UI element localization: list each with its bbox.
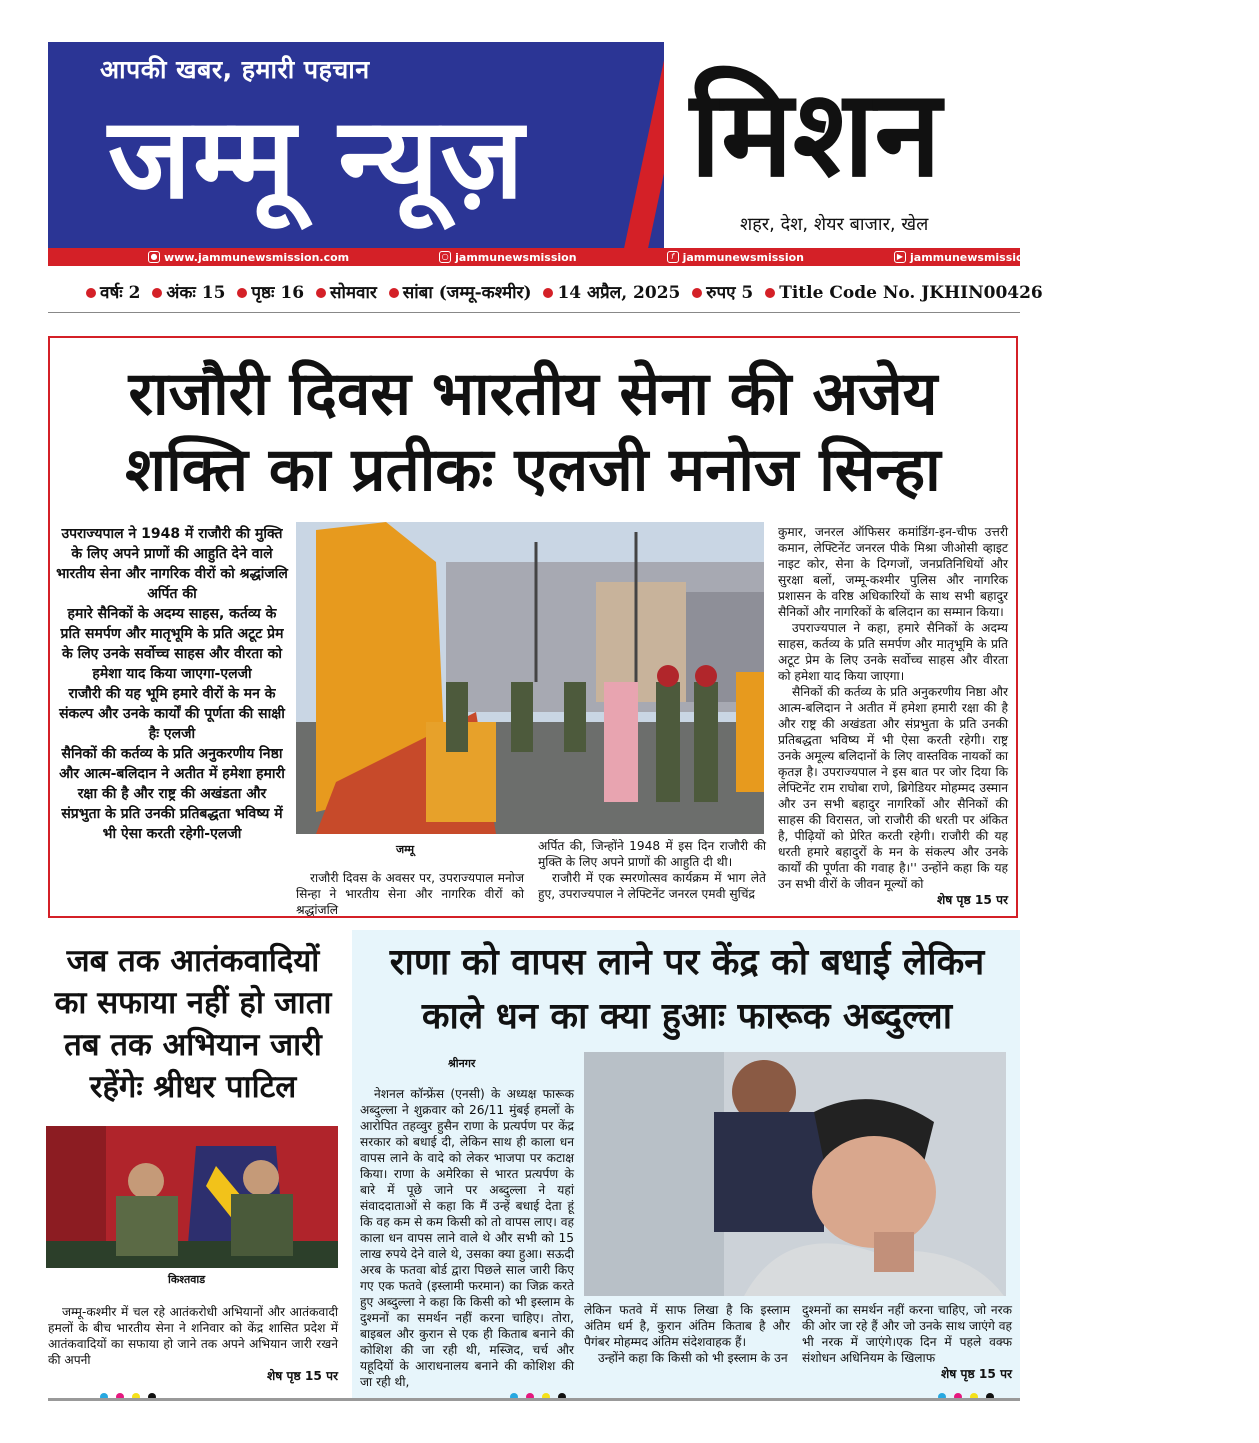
lead-continued-link[interactable]: शेष पृष्ठ 15 पर: [936, 893, 1008, 907]
volume: वर्षः 2: [100, 283, 141, 303]
bullet-icon: [237, 288, 247, 298]
facebook-icon: f: [667, 251, 679, 263]
place: सांबा (जम्मू-कश्मीर): [402, 283, 532, 303]
left-story-dateline: किश्तवाड: [168, 1273, 206, 1286]
bullet-icon: [543, 288, 553, 298]
lead-body-right: कुमार, जनरल ऑफिसर कमांडिंग-इन-चीफ उत्तरी कमान, लेफ्टिनेंट जनरल पीके मिश्रा जीओसी व्हाइट नाइट कोर, सेना के दिग्गजों, जनप्रतिनिधियों और सुरक्षा बलों, जम्मू-कश्मीर पुलिस और नागरिक प्रशासन के वरिष्ठ अधिकारियों के साथ सभी बहादुर सैनिकों और नागरिकों के बलिदान का सम्मान किया। उपराज्यपाल ने कहा, हमारे सैनिकों के अदम्य साहस, कर्तव्य के प्रति समर्पण और मातृभूमि के प्रति अटूट प्रेम के लिए उनके सर्वोच्च साहस और वीरता को हमेशा याद किया जाएगा। सैनिकों की कर्तव्य के प्रति अनुकरणीय निष्ठा और आत्म-बलिदान ने अतीत में हमेशा हमारी रक्षा की है और राष्ट्र की अखंडता और संप्रभुता के प्रति उनकी प्रतिबद्धता भविष्य में भी ऐसा करती रहेगी। राष्ट्र उनके अमूल्य बलिदानों के लिए वास्तविक नायकों का कृतज्ञ है। उपराज्यपाल ने इस बात पर जोर दिया कि लेफ्टिनेंट राम राघोबा राणे, ब्रिगेडियर मोहम्मद उस्मान और उन सभी बहादुर नागरिकों और सैनिकों की साहस की विरासत, जो राजौरी की धरती पर अंकित है, पीढ़ियों को प्रेरित करती रहेगी। राजौरी की यह धरती हमारे बहादुरों के मन के संकल्प और उनके कार्यों की पूर्णता की गवाह है।'' उन्होंने कहा कि यह उन सभी वीरों के जीवन मूल्यों को शेष पृष्ठ 15 पर: [778, 525, 1008, 907]
lead-headline-line1: राजौरी दिवस भारतीय सेना की अजेय: [128, 359, 938, 429]
right-headline-line2: काले धन का क्या हुआः फारूक अब्दुल्ला: [421, 996, 953, 1037]
right-story-photo[interactable]: [584, 1052, 1006, 1296]
masthead-sub-tagline: शहर, देश, शेयर बाजार, खेल: [740, 214, 929, 235]
edition-info-bar: [80, 280, 1043, 303]
lead-headline-line2: शक्ति का प्रतीकः एलजी मनोज सिन्हा: [125, 435, 941, 505]
pages: पृष्ठः 16: [251, 283, 305, 303]
highlight-1: उपराज्यपाल ने 1948 में राजौरी की मुक्ति के लिए अपने प्राणों की आहुति देने वाले भारतीय सेना और नागरिक वीरों को श्रद्धांजलि अर्पित की: [56, 526, 288, 602]
lead-highlights: [56, 524, 288, 844]
lead-dateline: जम्मू: [396, 843, 415, 856]
twitter-icon: t: [1121, 251, 1133, 263]
bottom-rule: [48, 1398, 1020, 1401]
bullet-icon: [316, 288, 326, 298]
date: 14 अप्रैल, 2025: [557, 283, 681, 303]
bullet-icon: [389, 288, 399, 298]
right-story-col1: नेशनल कॉन्फ्रेंस (एनसी) के अध्यक्ष फारूक अब्दुल्ला ने शुक्रवार को 26/11 मुंबई हमलों के आरोपित तहव्वुर हुसैन राणा के प्रत्यर्पण पर केंद्र सरकार को बधाई दी, लेकिन साथ ही काला धन वापस लाने के वादे को लेकर भाजपा पर कटाक्ष किया। राणा के अमेरिका से भारत प्रत्यर्पण के बारे में पूछे जाने पर अब्दुल्ला ने यहां संवाददाताओं से कहा कि मैं उन्हें बधाई देता हूं कि वह कम से कम किसी को तो वापस लाए। वह काला धन वापस लाने वाले थे और सभी को 15 लाख रुपये देने वाले थे, उसका क्या हुआ। सऊदी अरब के फतवा बोर्ड द्वारा पिछले साल जारी किए गए एक फतवे (इस्लामी फरमान) का जिक्र करते हुए अब्दुल्ला ने कहा कि किसी को भी इस्लाम के दुश्मनों का समर्थन नहीं करना चाहिए। तोरा, बाइबल और कुरान से एक ही किताब बनाने की कोशिश की जा रही थी, मस्जिद, चर्च और यहूदियों के आराधनालय बनाने की कोशिश की जा रही थी,: [360, 1087, 574, 1389]
masthead-name-part2: मिशन: [690, 65, 942, 204]
bullet-icon: [86, 288, 96, 298]
registration-marks-left: [100, 1386, 164, 1405]
lead-photo[interactable]: [296, 522, 764, 834]
instagram-icon: ○: [439, 251, 451, 263]
highlight-4: सैनिकों की कर्तव्य के प्रति अनुकरणीय निष्ठा और आत्म-बलिदान ने अतीत में हमेशा हमारी रक्षा की है और राष्ट्र की अखंडता और संप्रभुता के प्रति उनकी प्रतिबद्धता भविष्य में भी ऐसा करती रहेगी-एलजी: [59, 746, 285, 842]
right-story-dateline: श्रीनगर: [448, 1057, 476, 1070]
highlight-3: राजौरी की यह भूमि हमारे वीरों के मन के संकल्प और उनके कार्यों की पूर्णता की साक्षी हैः एलजी: [59, 686, 285, 742]
left-story-photo[interactable]: [46, 1126, 338, 1268]
title-code: Title Code No. JKHIN00426: [779, 283, 1043, 303]
right-story-headline[interactable]: [360, 936, 1014, 1044]
left-continued-link[interactable]: शेष पृष्ठ 15 पर: [266, 1369, 338, 1383]
divider: [48, 312, 1020, 313]
lead-body-col1: राजौरी दिवस के अवसर पर, उपराज्यपाल मनोज सिन्हा ने भारतीय सेना और नागरिक वीरों को श्रद्धांजलि: [296, 871, 524, 917]
lead-body-col2: अर्पित की, जिन्होंने 1948 में इस दिन राजौरी की मुक्ति के लिए अपने प्राणों की आहुति दी थी। राजौरी में एक स्मरणोत्सव कार्यक्रम में भाग लेते हुए, उपराज्यपाल ने लेफ्टिनेंट जनरल एमवी सुचिंद्र: [538, 839, 766, 901]
weekday: सोमवार: [329, 283, 377, 303]
right-continued-link[interactable]: शेष पृष्ठ 15 पर: [940, 1367, 1012, 1381]
masthead-tagline: आपकी खबर, हमारी पहचान: [100, 55, 370, 84]
left-story-body: जम्मू-कश्मीर में चल रहे आतंकरोधी अभियानों और आतंकवादी हमलों के बीच भारतीय सेना ने शनिवार को केंद्र शासित प्रदेश में आतंकवादियों का सफाया हो जाने तक अपने अभियान जारी रखने की अपनी शेष पृष्ठ 15 पर: [48, 1305, 338, 1383]
issue: अंकः 15: [166, 283, 226, 303]
social-item-web[interactable]: ● www.jammunewsmission.com: [148, 251, 349, 264]
right-story-col2: लेकिन फतवे में साफ लिखा है कि इस्लाम अंतिम धर्म है, कुरान अंतिम किताब है और पैगंबर मोहम्मद अंतिम संदेशवाहक हैं। उन्होंने कहा कि किसी को भी इस्लाम के उन: [584, 1303, 790, 1365]
social-item-facebook[interactable]: f jammunewsmission: [667, 251, 804, 264]
lead-headline[interactable]: [60, 356, 1006, 508]
youtube-icon: ▶: [894, 251, 906, 263]
social-item-youtube[interactable]: ▶ jammunewsmission: [894, 251, 1031, 264]
social-bar: [48, 248, 1259, 266]
globe-icon: ●: [148, 251, 160, 263]
bullet-icon: [152, 288, 162, 298]
registration-marks-center: [510, 1386, 574, 1405]
right-headline-line1: राणा को वापस लाने पर केंद्र को बधाई लेकिन: [389, 942, 985, 983]
masthead-name-part1: जम्मू न्यूज़: [108, 94, 526, 224]
price: रुपए 5: [706, 283, 754, 303]
bullet-icon: [765, 288, 775, 298]
social-item-instagram[interactable]: ○ jammunewsmission: [439, 251, 576, 264]
bullet-icon: [692, 288, 702, 298]
social-item-twitter[interactable]: t jammunewsmission: [1121, 251, 1258, 264]
left-story-headline[interactable]: जब तक आतंकवादियों का सफाया नहीं हो जाता तब तक अभियान जारी रहेंगेः श्रीधर पाटिल: [54, 943, 332, 1105]
right-story-col3: दुश्मनों का समर्थन नहीं करना चाहिए, जो नरक की ओर जा रहे हैं और जो उनके साथ जाएंगे वह भी नरक में जाएंगे।एक दिन में पहले वक्फ संशोधन अधिनियम के खिलाफ शेष पृष्ठ 15 पर: [802, 1303, 1012, 1381]
highlight-2: हमारे सैनिकों के अदम्य साहस, कर्तव्य के प्रति समर्पण और मातृभूमि के प्रति अटूट प्रेम के लिए उनके सर्वोच्च साहस और वीरता को हमेशा याद किया जाएगा-एलजी: [60, 606, 284, 682]
registration-marks-right: [938, 1386, 1002, 1405]
